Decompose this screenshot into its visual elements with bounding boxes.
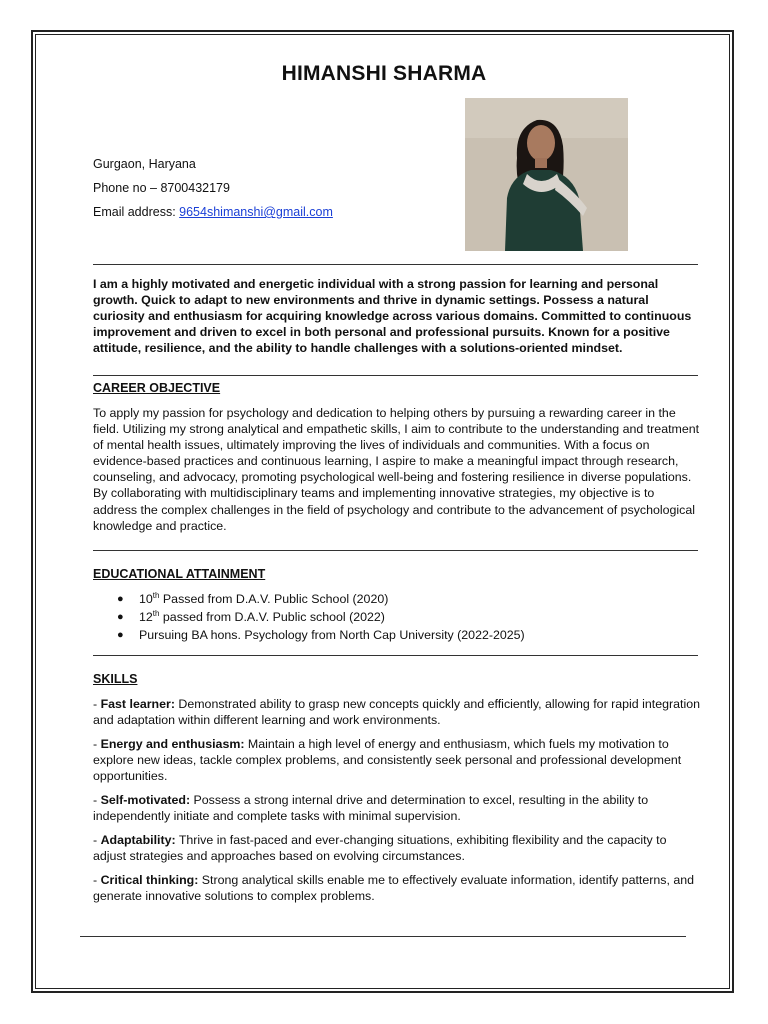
skill-prefix: -	[93, 833, 101, 847]
skill-prefix: -	[93, 793, 101, 807]
skill-prefix: -	[93, 697, 101, 711]
education-text: Passed from D.A.V. Public School (2020)	[159, 592, 389, 606]
skill-name: Fast learner:	[100, 697, 175, 711]
skill-item	[93, 832, 700, 864]
education-item	[93, 590, 525, 608]
divider	[93, 375, 698, 376]
skill-description: Maintain a high level of energy and enthusiasm, which fuels my motivation to explore new ideas, tackle complex problems, and consistently seek personal and professional development opportunities.	[93, 737, 682, 784]
candidate-name: HIMANSHI SHARMA	[281, 62, 487, 85]
education-grade: 12	[139, 610, 153, 624]
skill-description: Demonstrated ability to grasp new concepts quickly and efficiently, allowing for rapid integration and adaptation within different learning and work environments.	[93, 697, 700, 728]
education-text: passed from D.A.V. Public school (2022)	[159, 610, 385, 624]
divider	[80, 936, 686, 937]
phone-separator: –	[146, 181, 161, 195]
profile-photo	[465, 98, 628, 251]
skill-name: Energy and enthusiasm:	[100, 737, 245, 751]
summary-text: I am a highly motivated and energetic individual with a strong passion for learning and personal growth. Quick to adapt to new environments and thrive in dynamic settings. Possess a natural curiosity and enthusiasm for acquiring knowledge across various domains. Committed to continuous improvement and driven to excel in both personal and professional pursuits. Known for a positive attitude, resilience, and the ability to handle challenges with a solutions-oriented mindset.	[93, 277, 692, 356]
education-item	[93, 626, 525, 644]
education-item	[93, 608, 525, 626]
email-link[interactable]: 9654shimanshi@gmail.com	[179, 205, 333, 219]
phone-label: Phone no	[93, 181, 147, 195]
location: Gurgaon, Haryana	[93, 157, 196, 171]
phone-number: 8700432179	[160, 181, 230, 195]
skill-name: Critical thinking:	[100, 873, 199, 887]
divider	[93, 264, 698, 265]
skill-prefix: -	[93, 737, 101, 751]
divider	[93, 550, 698, 551]
education-text: Pursuing BA hons. Psychology from North Cap University (2022-2025)	[139, 628, 525, 642]
career-objective-text: To apply my passion for psychology and dedication to helping others by pursuing a rewarding career in the field. Utilizing my strong analytical and empathetic skills, I aim to contribute to the understanding and treatment of mental health issues, ultimately improving the lives of individuals and communities. With a focus on evidence-based practices and continuous learning, I aspire to make a meaningful impact through research, counseling, and advocacy, promoting psychological well-being and fostering resilience in diverse populations. By collaborating with multidisciplinary teams and implementing innovative strategies, my objective is to address the complex challenges in the field of psychology and contribute to the advancement of psychological knowledge and practice.	[93, 406, 700, 533]
skill-name: Self-motivated:	[100, 793, 191, 807]
divider	[93, 655, 698, 656]
skill-description: Thrive in fast-paced and ever-changing situations, exhibiting flexibility and the capacity to adjust strategies and approaches based on evolving circumstances.	[93, 833, 667, 864]
bullet-icon: ●	[117, 611, 124, 623]
bullet-icon: ●	[117, 629, 124, 641]
skill-item	[93, 696, 700, 728]
skill-prefix: -	[93, 873, 101, 887]
skill-item	[93, 736, 700, 784]
ordinal-suffix: th	[152, 590, 160, 600]
education-grade: 10	[139, 592, 153, 606]
career-objective-heading: CAREER OBJECTIVE	[93, 381, 221, 395]
education-heading: EDUCATIONAL ATTAINMENT	[93, 567, 266, 581]
skill-description: Strong analytical skills enable me to effectively evaluate information, identify patterns, and generate innovative solutions to complex problems.	[93, 873, 695, 904]
bullet-icon: ●	[117, 593, 124, 605]
phone-line	[93, 181, 230, 195]
email-label: Email address:	[93, 205, 180, 219]
skill-name: Adaptability:	[100, 833, 176, 847]
skills-heading: SKILLS	[93, 672, 138, 686]
skill-item	[93, 872, 700, 904]
ordinal-suffix: th	[152, 608, 160, 618]
skill-item	[93, 792, 700, 824]
email-line	[93, 205, 333, 219]
skill-description: Possess a strong internal drive and determination to excel, resulting in the ability to independently initiate and complete tasks with minimal supervision.	[93, 793, 649, 824]
profile-photo-figure	[465, 98, 628, 251]
education-list	[93, 590, 525, 644]
